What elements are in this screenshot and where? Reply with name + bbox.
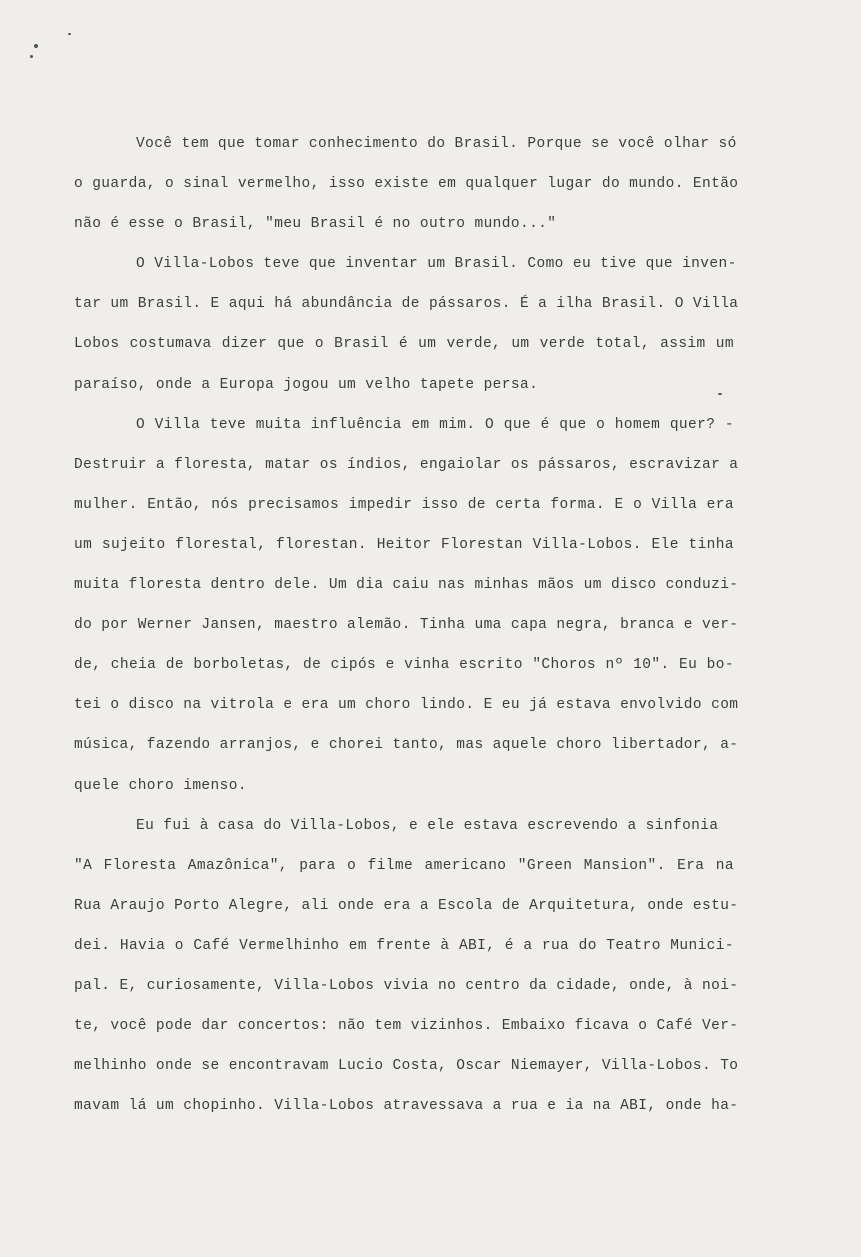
text-line: Rua Araujo Porto Alegre, ali onde era a Escola de Arquitetura, onde estu- [74, 897, 739, 914]
ink-speck [30, 55, 33, 58]
text-line: de, cheia de borboletas, de cipós e vinha escrito "Choros nº 10". Eu bo- [74, 657, 734, 674]
text-line: muita floresta dentro dele. Um dia caiu nas minhas mãos um disco conduzi- [74, 577, 739, 594]
text-line: te, você pode dar concertos: não tem vizinhos. Embaixo ficava o Café Ver- [74, 1018, 739, 1035]
text-line: Lobos costumava dizer que o Brasil é um verde, um verde total, assim um [74, 336, 734, 353]
text-line: tei o disco na vitrola e era um choro lindo. E eu já estava envolvido com [74, 697, 739, 714]
text-line: "A Floresta Amazônica", para o filme americano "Green Mansion". Era na [74, 857, 734, 874]
text-line: música, fazendo arranjos, e chorei tanto, mas aquele choro libertador, a- [74, 737, 739, 754]
text-line: Destruir a floresta, matar os índios, engaiolar os pássaros, escravizar a [74, 456, 739, 473]
text-line: mulher. Então, nós precisamos impedir isso de certa forma. E o Villa era [74, 496, 734, 513]
text-line: Você tem que tomar conhecimento do Brasil. Porque se você olhar só [136, 136, 737, 152]
text-line: Eu fui à casa do Villa-Lobos, e ele estava escrevendo a sinfonia [136, 817, 719, 834]
text-line: um sujeito florestal, florestan. Heitor Florestan Villa-Lobos. Ele tinha [74, 536, 734, 553]
text-line: O Villa-Lobos teve que inventar um Brasil. Como eu tive que inven- [136, 256, 737, 273]
text-line: dei. Havia o Café Vermelhinho em frente à ABI, é a rua do Teatro Munici- [74, 937, 734, 954]
text-line: o guarda, o sinal vermelho, isso existe em qualquer lugar do mundo. Então [74, 176, 739, 193]
text-line: mavam lá um chopinho. Villa-Lobos atravessava a rua e ia na ABI, onde ha- [74, 1098, 739, 1115]
text-line: melhinho onde se encontravam Lucio Costa, Oscar Niemayer, Villa-Lobos. To [74, 1058, 739, 1075]
text-line: tar um Brasil. E aqui há abundância de pássaros. É a ilha Brasil. O Villa [74, 296, 739, 313]
text-line: pal. E, curiosamente, Villa-Lobos vivia no centro da cidade, onde, à noi- [74, 977, 739, 994]
text-line: não é esse o Brasil, "meu Brasil é no outro mundo..." [74, 216, 557, 233]
text-line: quele choro imenso. [74, 777, 247, 794]
text-line: do por Werner Jansen, maestro alemão. Tinha uma capa negra, branca e ver- [74, 617, 739, 634]
ink-speck [68, 33, 71, 35]
ink-speck [34, 44, 38, 48]
document-body [74, 130, 739, 1132]
text-line: O Villa teve muita influência em mim. O que é que o homem quer? - [136, 416, 734, 433]
text-line: paraíso, onde a Europa jogou um velho tapete persa. [74, 376, 539, 393]
